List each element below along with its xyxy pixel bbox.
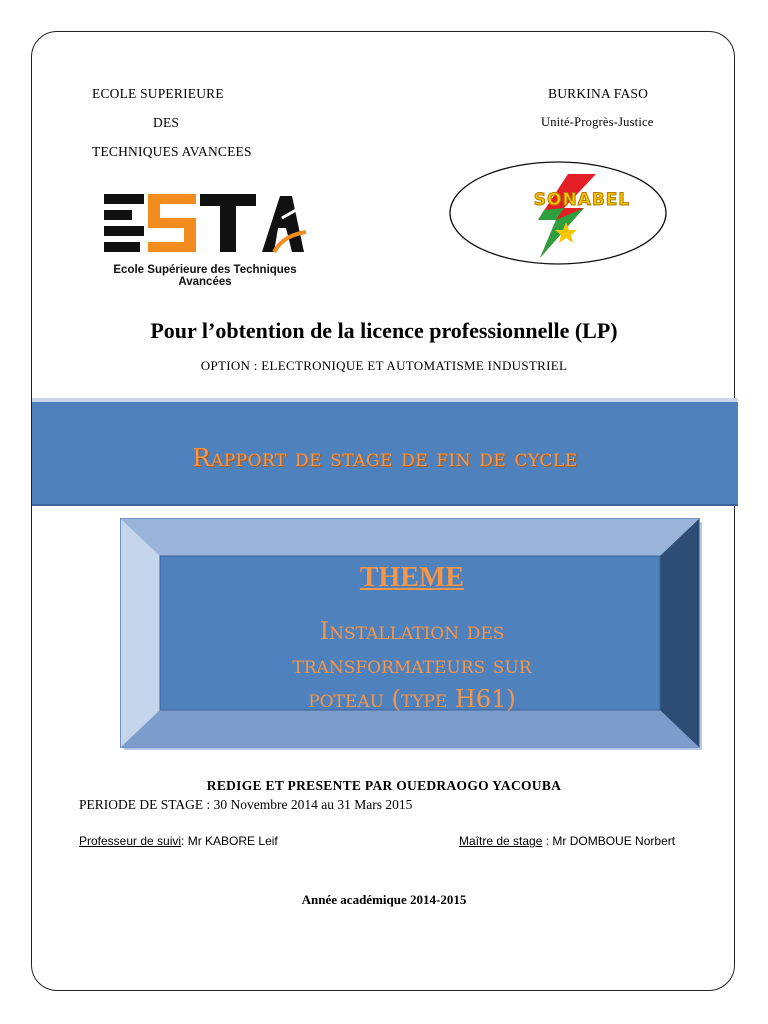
country-name: BURKINA FASO xyxy=(548,86,649,101)
esta-logo-caption: Ecole Supérieure des Techniques Avancées xyxy=(113,264,297,288)
school-name-line1: ECOLE SUPERIEURE xyxy=(92,86,224,101)
internship-period xyxy=(79,797,412,813)
theme-line-2: transformateurs sur xyxy=(292,651,532,679)
professor-label: Professeur de suivi xyxy=(79,834,182,848)
degree-option xyxy=(0,358,768,374)
theme-label: THEME xyxy=(359,562,465,593)
theme-line-3: poteau (type H61) xyxy=(308,685,516,713)
period-label: PERIODE DE STAGE xyxy=(79,797,204,812)
master-label: Maître de stage xyxy=(459,834,543,848)
master-value: : Mr DOMBOUE Norbert xyxy=(542,834,676,848)
esta-logo xyxy=(98,188,312,288)
sonabel-logo-text: SONABEL xyxy=(533,190,631,210)
national-motto: Unité-Progrès-Justice xyxy=(541,115,654,129)
theme-text xyxy=(120,614,704,716)
period-value: : 30 Novembre 2014 au 31 Mars 2015 xyxy=(203,797,413,812)
author-line: REDIGE ET PRESENTE PAR OUEDRAOGO YACOUBA xyxy=(206,778,562,793)
sonabel-logo xyxy=(448,160,668,266)
option-label: OPTION xyxy=(200,358,251,373)
report-title: Rapport de stage de fin de cycle xyxy=(192,444,578,472)
option-value: : ELECTRONIQUE ET AUTOMATISME INDUSTRIEL xyxy=(250,358,568,373)
school-name-line3: TECHNIQUES AVANCEES xyxy=(92,144,252,159)
theme-box xyxy=(120,518,704,752)
report-banner xyxy=(32,398,738,506)
theme-line-1: Installation des xyxy=(319,617,505,645)
academic-year: Année académique 2014-2015 xyxy=(301,892,467,907)
professor-value: : Mr KABORE Leif xyxy=(181,834,278,848)
school-name-line2: DES xyxy=(153,115,180,130)
degree-title: Pour l’obtention de la licence professionnelle (LP) xyxy=(150,318,618,343)
internship-master xyxy=(459,834,675,848)
supervising-professor xyxy=(79,834,278,848)
